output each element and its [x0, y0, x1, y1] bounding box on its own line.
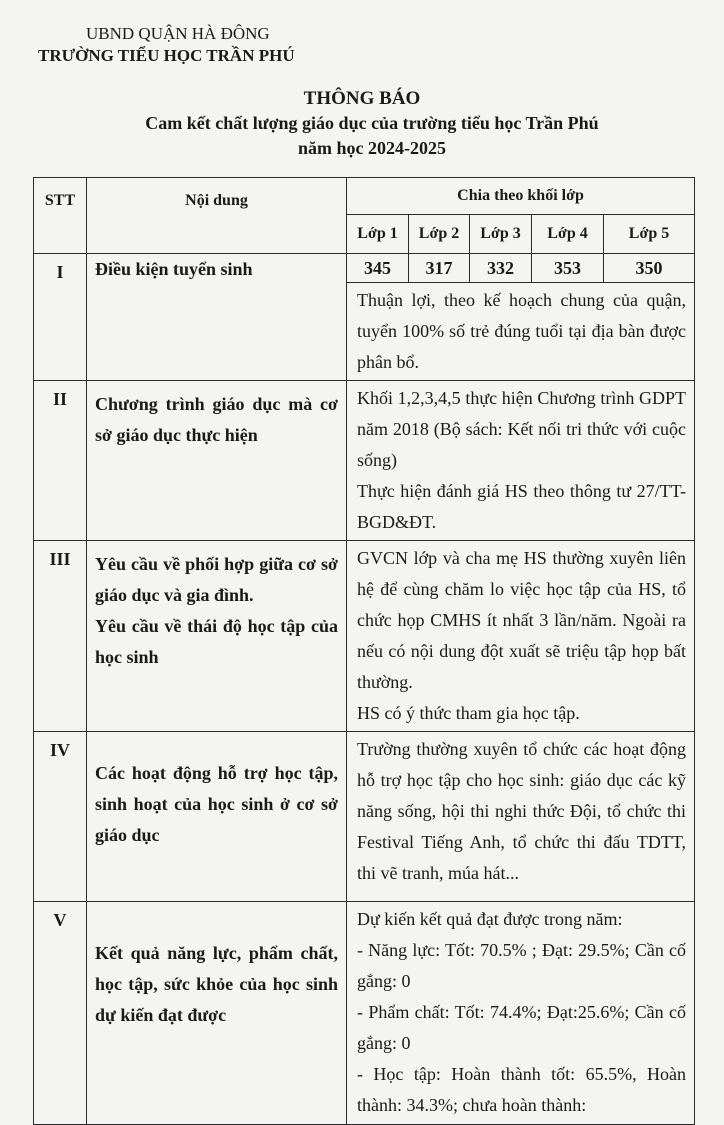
- row-description: [347, 732, 695, 902]
- row-stt: III: [34, 541, 87, 732]
- col-header-content: Nội dung: [87, 178, 347, 254]
- row-stt: V: [34, 902, 87, 1125]
- header-row: [34, 178, 695, 215]
- notice-subtitle: Cam kết chất lượng giáo dục của trường tiểu học Trần Phú: [145, 113, 599, 133]
- notice-title: THÔNG BÁO: [303, 88, 421, 109]
- grade-count: 350: [604, 254, 695, 283]
- grade-header: Lớp 3: [470, 215, 532, 254]
- table-row: [34, 732, 695, 902]
- description-paragraph: Thuận lợi, theo kế hoạch chung của quận, tuyển 100% số trẻ đúng tuổi tại địa bàn được phân bổ.: [357, 290, 687, 372]
- row-content: [87, 541, 347, 732]
- grade-header: Lớp 5: [604, 215, 695, 254]
- commitment-table: [33, 177, 695, 1125]
- grade-count: 345: [347, 254, 409, 283]
- description-paragraph: GVCN lớp và cha mẹ HS thường xuyên liên hệ để cùng chăm lo việc học tập của HS, tổ chức họp CMHS ít nhất 3 lần/năm. Ngoài ra nếu có nội dung đột xuất sẽ triệu tập họp bất thường.: [357, 548, 687, 692]
- col-header-stt: STT: [34, 178, 87, 254]
- grade-count: 317: [409, 254, 470, 283]
- description-paragraph: - Năng lực: Tốt: 70.5% ; Đạt: 29.5%; Cần cố gắng: 0: [357, 940, 687, 991]
- row-description: [347, 541, 695, 732]
- row-content: Điều kiện tuyển sinh: [87, 254, 347, 381]
- content-line: Yêu cầu về thái độ học tập của học sinh: [95, 616, 338, 667]
- grade-count: 332: [470, 254, 532, 283]
- table-row: [34, 902, 695, 1125]
- row-description: [347, 381, 695, 541]
- table-row: [34, 254, 695, 283]
- description-paragraph: Dự kiến kết quả đạt được trong năm:: [357, 909, 623, 929]
- org-line-school: TRƯỜNG TIỂU HỌC TRẦN PHÚ: [38, 46, 295, 65]
- row-content: Kết quả năng lực, phẩm chất, học tập, sức khỏe của học sinh dự kiến đạt được: [87, 902, 347, 1125]
- description-paragraph: Trường thường xuyên tổ chức các hoạt động hỗ trợ học tập cho học sinh: giáo dục các kỹ năng sống, hội thi nghi thức Đội, tổ chức thi Festival Tiếng Anh, tổ chức thi đấu TDTT, thi vẽ tranh, múa hát...: [357, 739, 687, 883]
- description-paragraph: Khối 1,2,3,4,5 thực hiện Chương trình GDPT năm 2018 (Bộ sách: Kết nối tri thức với cuộc sống): [357, 388, 687, 470]
- notice-year: năm học 2024-2025: [298, 138, 446, 158]
- row-description: [347, 283, 695, 381]
- col-header-grade-group: Chia theo khối lớp: [347, 178, 695, 215]
- grade-header: Lớp 2: [409, 215, 470, 254]
- grade-header: Lớp 1: [347, 215, 409, 254]
- grade-header: Lớp 4: [532, 215, 604, 254]
- row-stt: IV: [34, 732, 87, 902]
- row-stt: I: [34, 254, 87, 381]
- row-stt: II: [34, 381, 87, 541]
- table-row: [34, 541, 695, 732]
- org-line-district: UBND QUẬN HÀ ĐÔNG: [86, 24, 270, 43]
- row-description: [347, 902, 695, 1125]
- content-line: Yêu cầu về phối hợp giữa cơ sở giáo dục và gia đình.: [95, 554, 338, 605]
- description-paragraph: Thực hiện đánh giá HS theo thông tư 27/TT-BGD&ĐT.: [357, 481, 687, 532]
- table-row: [34, 381, 695, 541]
- row-content: Chương trình giáo dục mà cơ sở giáo dục thực hiện: [87, 381, 347, 541]
- description-paragraph: - Phẩm chất: Tốt: 74.4%; Đạt:25.6%; Cần cố gắng: 0: [357, 1002, 687, 1053]
- description-paragraph: HS có ý thức tham gia học tập.: [357, 703, 580, 723]
- grade-count: 353: [532, 254, 604, 283]
- row-content: Các hoạt động hỗ trợ học tập, sinh hoạt của học sinh ở cơ sở giáo dục: [87, 732, 347, 902]
- description-paragraph: - Học tập: Hoàn thành tốt: 65.5%, Hoàn thành: 34.3%; chưa hoàn thành:: [357, 1064, 687, 1115]
